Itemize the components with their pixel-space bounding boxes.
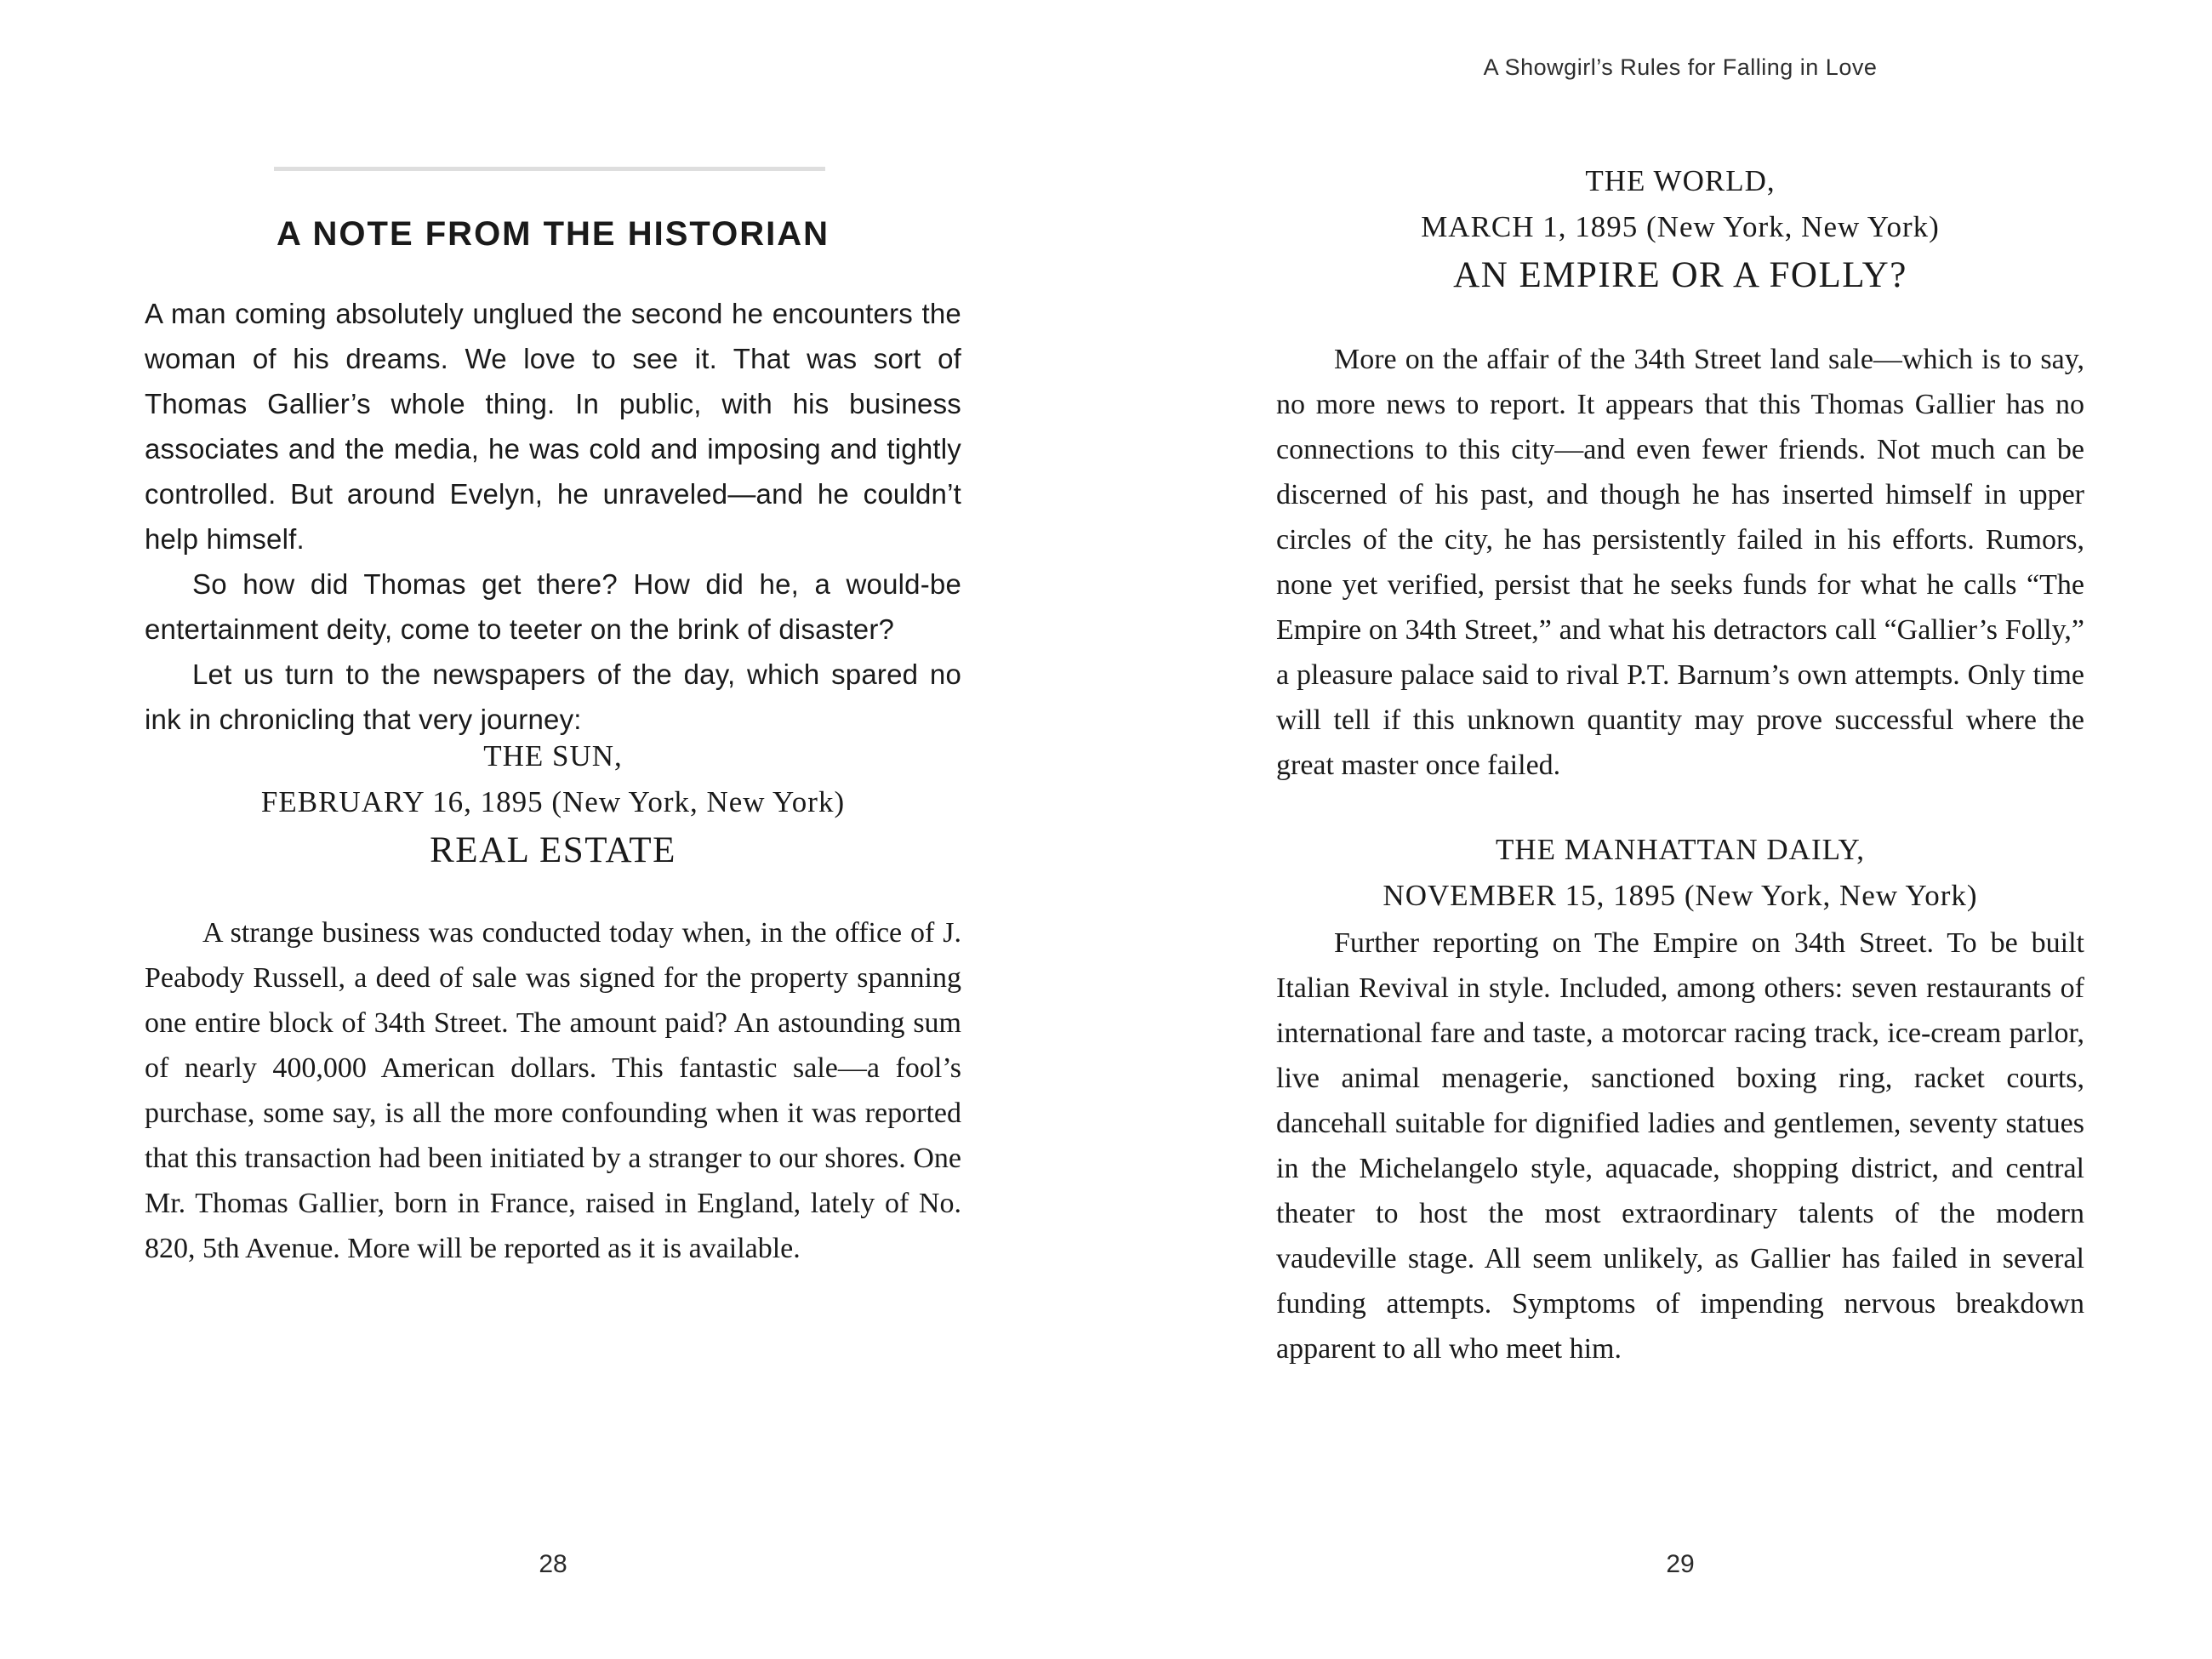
- historian-note: [145, 291, 961, 742]
- newspaper-heading-manhattan-daily: [1276, 827, 2084, 919]
- section-divider-rule: [274, 167, 825, 171]
- article-paragraph: A strange business was conducted today when, in the office of J. Peabody Russell, a deed of sale was signed for the property spanning one entire block of 34th Street. The amount paid? An astounding sum of nearly 400,000 American dollars. This fantastic sale—a fool’s purchase, some say, is all the more confounding when it was reported that this transaction had been initiated by a stranger to our shores. One Mr. Thomas Gallier, born in France, raised in England, lately of No. 820, 5th Avenue. More will be reported as it is available.: [145, 917, 961, 1264]
- newspaper-article: [145, 910, 961, 1271]
- newspaper-article: [1276, 921, 2084, 1371]
- newspaper-dateline: NOVEMBER 15, 1895 (New York, New York): [1382, 879, 1978, 912]
- page-number-right: 29: [1666, 1550, 1695, 1578]
- newspaper-heading-the-sun: [145, 733, 961, 876]
- newspaper-masthead: THE SUN,: [483, 739, 623, 772]
- running-head: A Showgirl’s Rules for Falling in Love: [1483, 54, 1878, 80]
- note-paragraph: So how did Thomas get there? How did he, a would-be entertainment deity, come to teeter on the brink of disaster?: [145, 568, 961, 645]
- newspaper-dateline: MARCH 1, 1895 (New York, New York): [1421, 210, 1940, 243]
- note-paragraph: Let us turn to the newspapers of the day, which spared no ink in chronicling that very journey:: [145, 658, 961, 735]
- newspaper-masthead: THE MANHATTAN DAILY,: [1496, 833, 1865, 866]
- newspaper-headline: AN EMPIRE OR A FOLLY?: [1453, 255, 1907, 295]
- article-paragraph: More on the affair of the 34th Street land sale—which is to say, no more news to report. It appears that this Thomas Gallier has no connections to this city—and even fewer friends. Not much can be discerned of his past, and though he has inserted himself in upper circles of the city, he has persistently failed in his efforts. Rumors, none yet verified, persist that he seeks funds for what he calls “The Empire on 34th Street,” and what his detractors call “Gallier’s Folly,” a pleasure palace said to rival P.T. Barnum’s own attempts. Only time will tell if this unknown quantity may prove successful where the great master once failed.: [1276, 344, 2084, 781]
- note-paragraph: A man coming absolutely unglued the second he encounters the woman of his dreams. We love to see it. That was sort of Thomas Gallier’s whole thing. In public, with his business associates and the media, he was cold and imposing and tightly controlled. But around Evelyn, he unraveled—and he couldn’t help himself.: [145, 298, 961, 555]
- newspaper-dateline: FEBRUARY 16, 1895 (New York, New York): [260, 785, 846, 818]
- article-paragraph: Further reporting on The Empire on 34th Street. To be built Italian Revival in style. Included, among others: seven restaurants of international fare and taste, a motorcar racing track, ice-cream parlor, live animal menagerie, sanctioned boxing ring, racket courts, dancehall suitable for dignified ladies and gentlemen, seventy statues in the Michelangelo style, aquacade, shopping district, and central theater to host the most extraordinary talents of the modern vaudeville stage. All seem unlikely, as Gallier has failed in several funding attempts. Symptoms of impending nervous breakdown apparent to all who meet him.: [1276, 927, 2084, 1365]
- newspaper-heading-the-world: [1276, 158, 2084, 301]
- newspaper-headline: REAL ESTATE: [430, 830, 676, 870]
- newspaper-article: [1276, 337, 2084, 788]
- page-number-left: 28: [539, 1550, 567, 1578]
- section-title: A NOTE FROM THE HISTORIAN: [276, 214, 830, 253]
- newspaper-masthead: THE WORLD,: [1585, 164, 1776, 197]
